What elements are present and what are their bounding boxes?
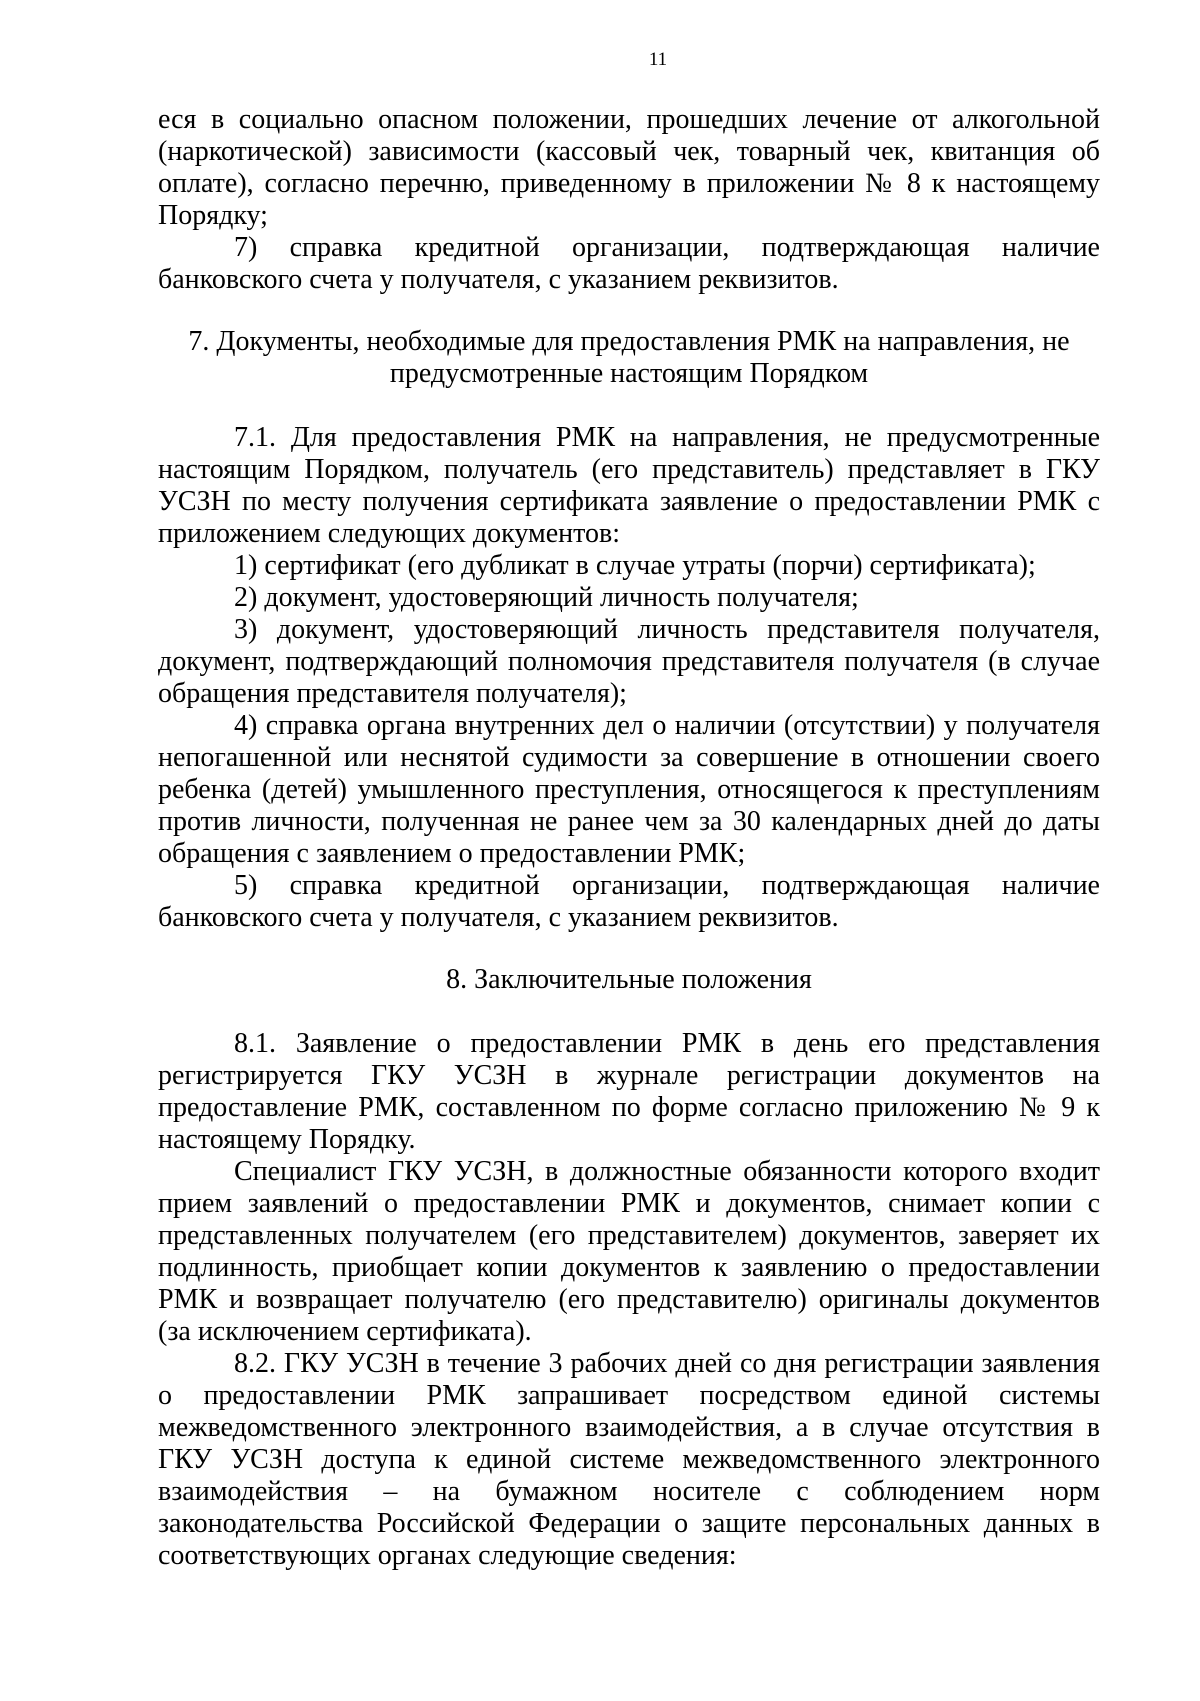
list-item-1: 1) сертификат (его дубликат в случае утраты (порчи) сертификата);	[234, 550, 1036, 581]
list-item-5: 5) справка кредитной организации, подтверждающая наличие банковского счета у получателя, с указанием реквизитов.	[158, 870, 1100, 933]
page-number: 11	[648, 49, 668, 70]
paragraph-item-7: 7) справка кредитной организации, подтверждающая наличие банковского счета у получателя, с указанием реквизитов.	[158, 232, 1100, 295]
list-item-3: 3) документ, удостоверяющий личность представителя получателя, документ, подтверждающий полномочия представителя получателя (в случае обращения представителя получателя);	[158, 614, 1100, 709]
section-8-heading: 8. Заключительные положения	[446, 964, 812, 995]
list-item-2: 2) документ, удостоверяющий личность получателя;	[234, 582, 859, 613]
paragraph-7-1: 7.1. Для предоставления РМК на направления, не предусмотренные настоящим Порядком, получатель (его представитель) представляет в ГКУ УСЗН по месту получения сертификата заявление о предоставлении РМК с приложением следующих документов:	[158, 422, 1100, 549]
section-7-heading: 7. Документы, необходимые для предоставления РМК на направления, не предусмотренные настоящим Порядком	[188, 326, 1070, 389]
paragraph-continuation: еся в социально опасном положении, прошедших лечение от алкогольной (наркотической) зависимости (кассовый чек, товарный чек, квитанция об оплате), согласно перечню, приведенному в приложении № 8 к настоящему Порядку;	[158, 104, 1100, 231]
paragraph-8-1: 8.1. Заявление о предоставлении РМК в день его представления регистрируется ГКУ УСЗН в журнале регистрации документов на предоставление РМК, составленном по форме согласно приложению № 9 к настоящему Порядку.	[158, 1028, 1100, 1155]
paragraph-8-2: 8.2. ГКУ УСЗН в течение 3 рабочих дней со дня регистрации заявления о предоставлении РМК запрашивает посредством единой системы межведомственного электронного взаимодействия, а в случае отсутствия в ГКУ УСЗН доступа к единой системе межведомственного электронного взаимодействия – на бумажном носителе с соблюдением норм законодательства Российской Федерации о защите персональных данных в соответствующих органах следующие сведения:	[158, 1348, 1100, 1571]
list-item-4: 4) справка органа внутренних дел о наличии (отсутствии) у получателя непогашенной или неснятой судимости за совершение в отношении своего ребенка (детей) умышленного преступления, относящегося к преступлениям против личности, полученная не ранее чем за 30 календарных дней до даты обращения с заявлением о предоставлении РМК;	[158, 710, 1100, 869]
paragraph-specialist: Специалист ГКУ УСЗН, в должностные обязанности которого входит прием заявлений о предоставлении РМК и документов, снимает копии с представленных получателем (его представителем) документов, заверяет их подлинность, приобщает копии документов к заявлению о предоставлении РМК и возвращает получателю (его представителю) оригиналы документов (за исключением сертификата).	[158, 1156, 1100, 1347]
